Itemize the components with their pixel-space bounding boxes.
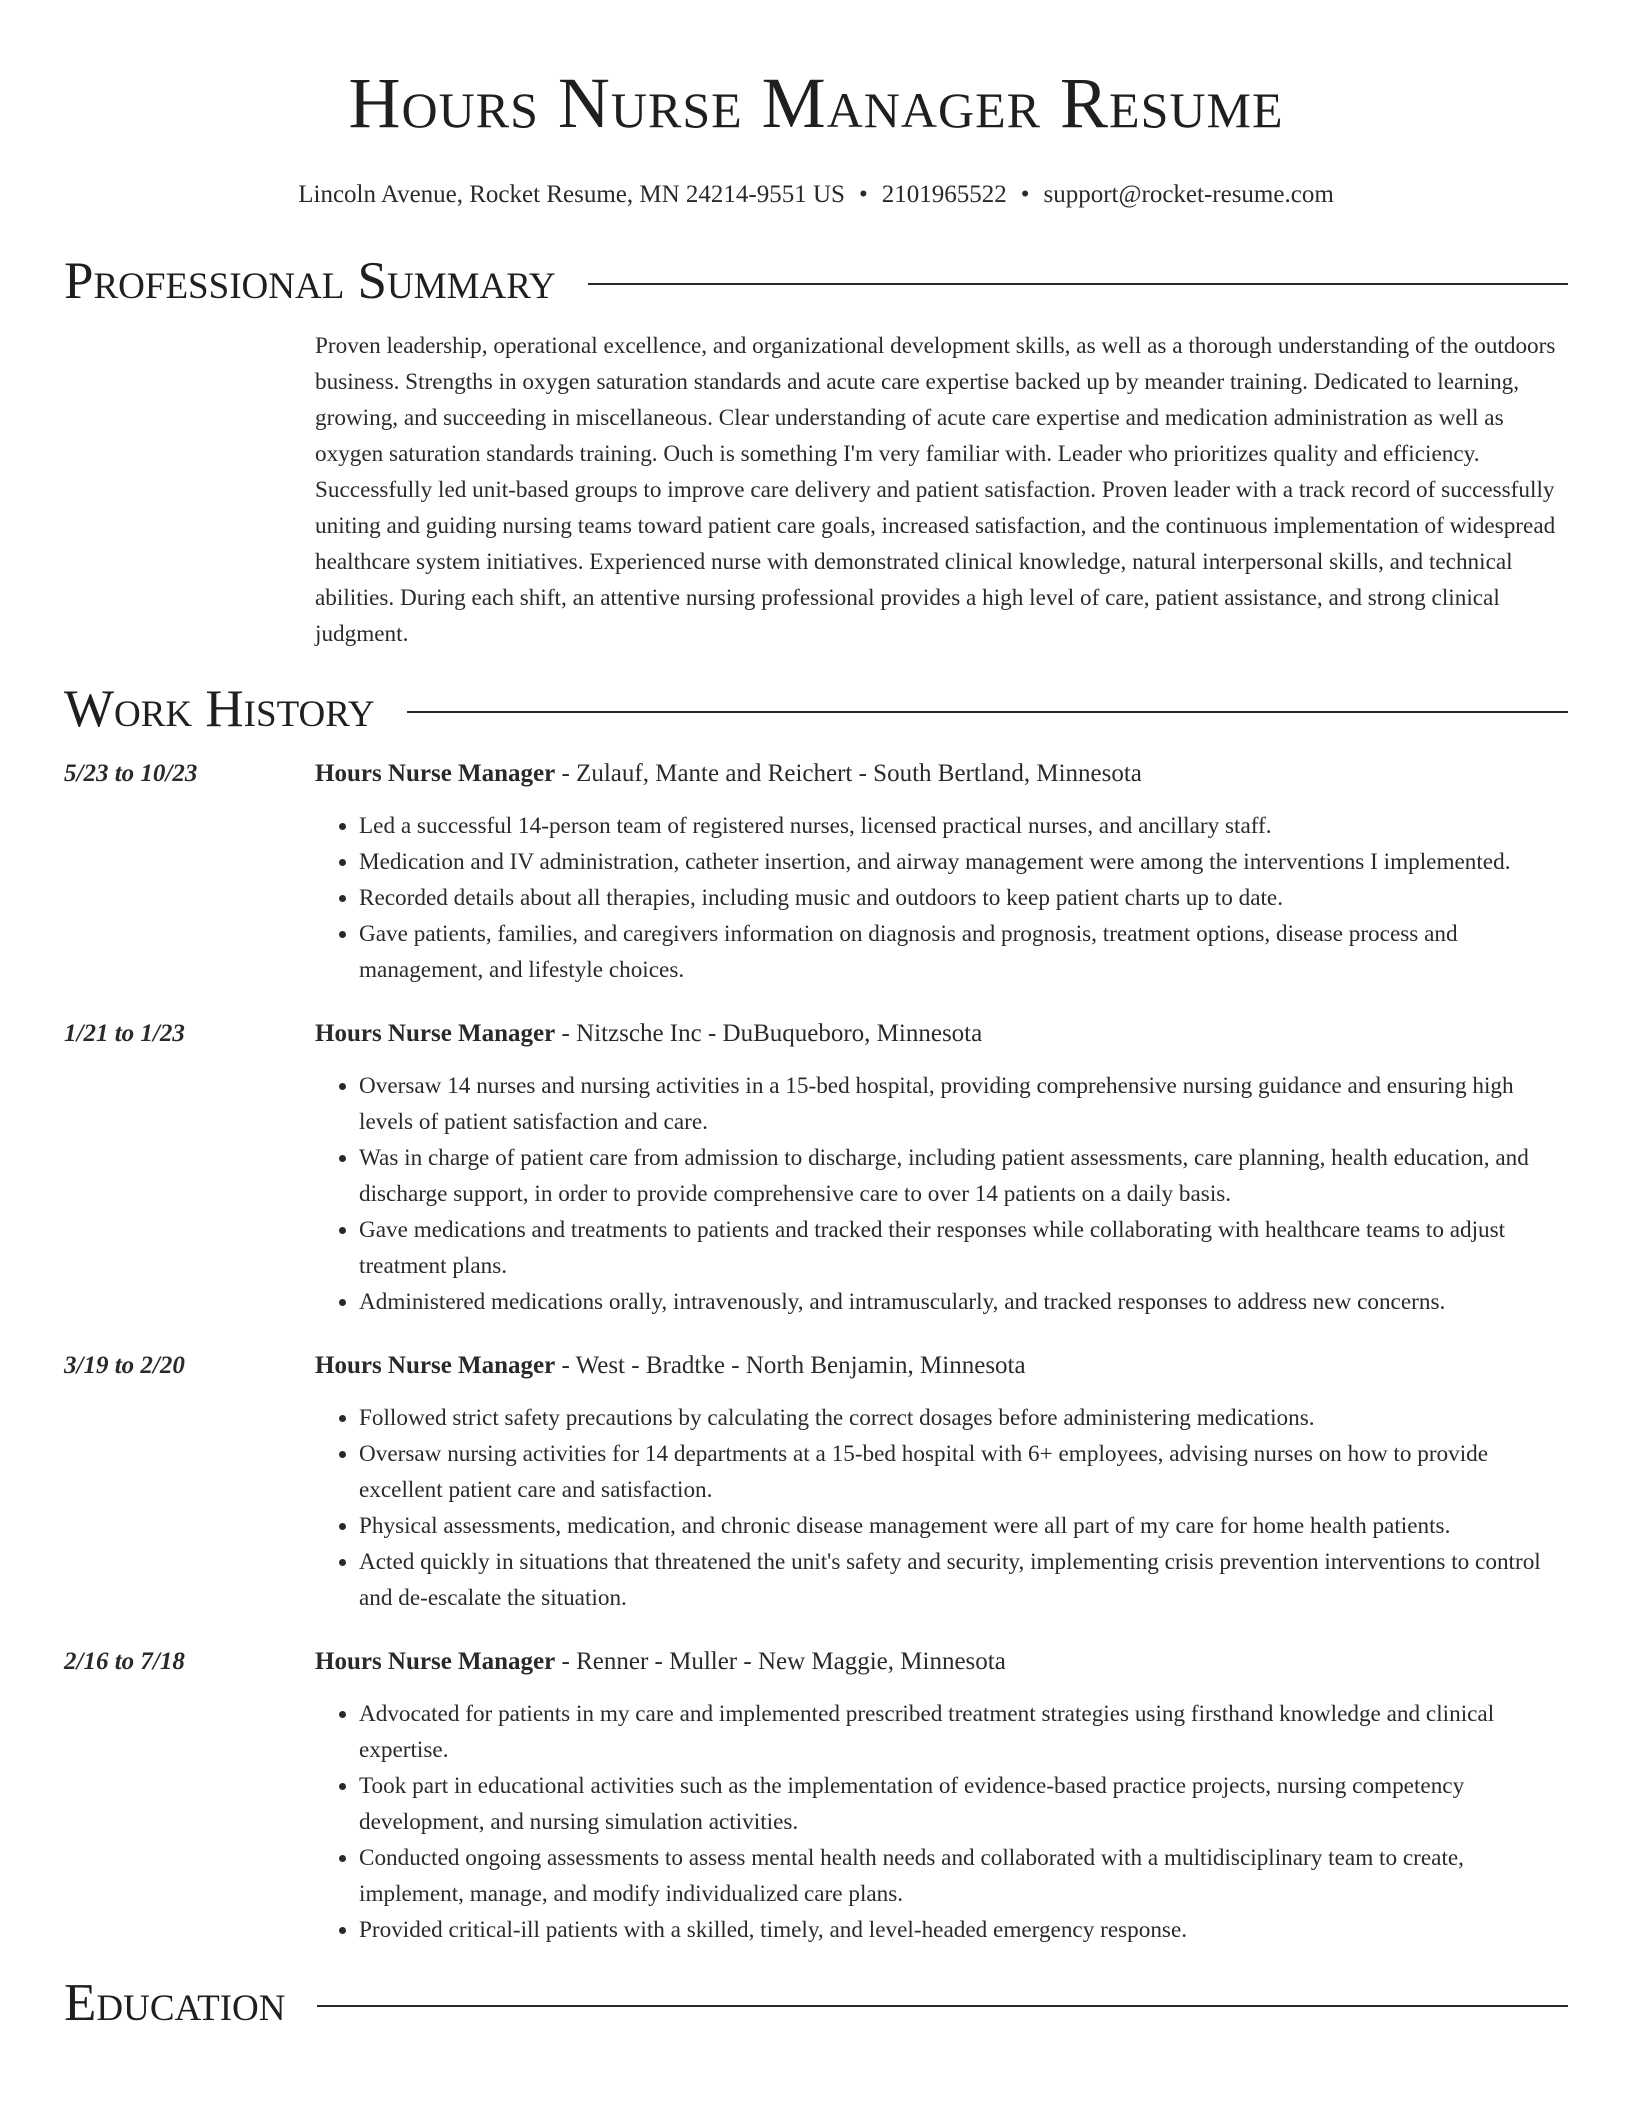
job-body [315, 1348, 1568, 1616]
job-title-line [315, 1016, 1568, 1052]
work-section-header [64, 676, 1568, 742]
job-employer-location: - West - Bradtke - North Benjamin, Minnesota [555, 1352, 1026, 1379]
job-employer-location: - Renner - Muller - New Maggie, Minnesota [555, 1648, 1006, 1675]
job-employer-location: - Nitzsche Inc - DuBuqueboro, Minnesota [555, 1020, 983, 1047]
resume-title: Hours Nurse Manager Resume [348, 63, 1284, 143]
job-bullet: • Recorded details about all therapies, including music and outdoors to keep patient charts up to date. [359, 880, 1568, 916]
job-bullet: • Gave patients, families, and caregivers information on diagnosis and prognosis, treatment options, disease process and management, and lifestyle choices. [359, 916, 1568, 988]
job-entry [64, 1348, 1568, 1616]
job-bullet: • Took part in educational activities such as the implementation of evidence-based practice projects, nursing competency development, and nursing simulation activities. [359, 1768, 1568, 1840]
job-bullet: • Conducted ongoing assessments to assess mental health needs and collaborated with a multidisciplinary team to create, implement, manage, and modify individualized care plans. [359, 1840, 1568, 1912]
job-bullet: • Was in charge of patient care from admission to discharge, including patient assessments, care planning, health education, and discharge support, in order to provide comprehensive care to over 14 patients on a daily basis. [359, 1140, 1568, 1212]
contact-separator: • [858, 181, 868, 208]
job-role: Hours Nurse Manager [315, 760, 556, 787]
job-body [315, 1644, 1568, 1948]
job-bullets [315, 808, 1568, 988]
summary-text: Proven leadership, operational excellence, and organizational development skills, as well as a thorough understanding of the outdoors business. Strengths in oxygen saturation standards and acute care expertise backed up by meander training. Dedicated to learning, growing, and succeeding in miscellaneous. Clear understanding of acute care expertise and medication administration as well as oxygen saturation standards training. Ouch is something I'm very familiar with. Leader who prioritizes quality and efficiency. Successfully led unit-based groups to improve care delivery and patient satisfaction. Proven leader with a track record of successfully uniting and guiding nursing teams toward patient care goals, increased satisfaction, and the continuous implementation of widespread healthcare system initiatives. Experienced nurse with demonstrated clinical knowledge, natural interpersonal skills, and technical abilities. During each shift, an attentive nursing professional provides a high level of care, patient assistance, and strong clinical judgment. [315, 333, 1556, 647]
job-bullet: • Administered medications orally, intravenously, and intramuscularly, and tracked responses to address new concerns. [359, 1284, 1568, 1320]
contact-line [64, 178, 1568, 212]
job-dates: 2/16 to 7/18 [64, 1648, 185, 1675]
job-title-line [315, 756, 1568, 792]
work-heading: Work History [64, 680, 375, 738]
resume-page [64, 0, 1568, 2036]
job-entry [64, 1016, 1568, 1320]
job-role: Hours Nurse Manager [315, 1648, 556, 1675]
job-body [315, 756, 1568, 988]
job-bullets [315, 1400, 1568, 1616]
job-role: Hours Nurse Manager [315, 1352, 556, 1379]
summary-section-header [64, 248, 1568, 314]
job-dates: 3/19 to 2/20 [64, 1352, 185, 1379]
education-section-header [64, 1970, 1568, 2036]
summary-heading: Professional Summary [64, 252, 556, 310]
job-bullets [315, 1696, 1568, 1948]
education-heading: Education [64, 1974, 286, 2032]
contact-phone: 2101965522 [881, 181, 1007, 208]
job-bullets [315, 1068, 1568, 1320]
section-divider [588, 283, 1568, 285]
job-title-line [315, 1348, 1568, 1384]
job-entry [64, 756, 1568, 988]
job-bullet: • Medication and IV administration, catheter insertion, and airway management were among the interventions I implemented. [359, 844, 1568, 880]
contact-email[interactable]: support@rocket-resume.com [1043, 181, 1334, 208]
job-dates: 5/23 to 10/23 [64, 760, 198, 787]
job-body [315, 1016, 1568, 1320]
section-divider [407, 711, 1568, 713]
contact-separator: • [1020, 181, 1030, 208]
job-bullet: • Oversaw 14 nurses and nursing activities in a 15-bed hospital, providing comprehensive nursing guidance and ensuring high levels of patient satisfaction and care. [359, 1068, 1568, 1140]
job-dates: 1/21 to 1/23 [64, 1020, 185, 1047]
job-bullet: • Oversaw nursing activities for 14 departments at a 15-bed hospital with 6+ employees, advising nurses on how to provide excellent patient care and satisfaction. [359, 1436, 1568, 1508]
job-bullet: • Followed strict safety precautions by calculating the correct dosages before administering medications. [359, 1400, 1568, 1436]
job-employer-location: - Zulauf, Mante and Reichert - South Bertland, Minnesota [555, 760, 1142, 787]
job-bullet: • Led a successful 14-person team of registered nurses, licensed practical nurses, and ancillary staff. [359, 808, 1568, 844]
job-bullet: • Physical assessments, medication, and chronic disease management were all part of my care for home health patients. [359, 1508, 1568, 1544]
section-divider [317, 2005, 1568, 2007]
job-bullet: • Acted quickly in situations that threatened the unit's safety and security, implementing crisis prevention interventions to control and de-escalate the situation. [359, 1544, 1568, 1616]
job-bullet: • Provided critical-ill patients with a skilled, timely, and level-headed emergency response. [359, 1912, 1568, 1948]
job-bullet: • Advocated for patients in my care and implemented prescribed treatment strategies using firsthand knowledge and clinical expertise. [359, 1696, 1568, 1768]
job-bullet: • Gave medications and treatments to patients and tracked their responses while collaborating with healthcare teams to adjust treatment plans. [359, 1212, 1568, 1284]
job-title-line [315, 1644, 1568, 1680]
job-role: Hours Nurse Manager [315, 1020, 556, 1047]
job-entry [64, 1644, 1568, 1948]
contact-address: Lincoln Avenue, Rocket Resume, MN 24214-9551 US [298, 181, 845, 208]
